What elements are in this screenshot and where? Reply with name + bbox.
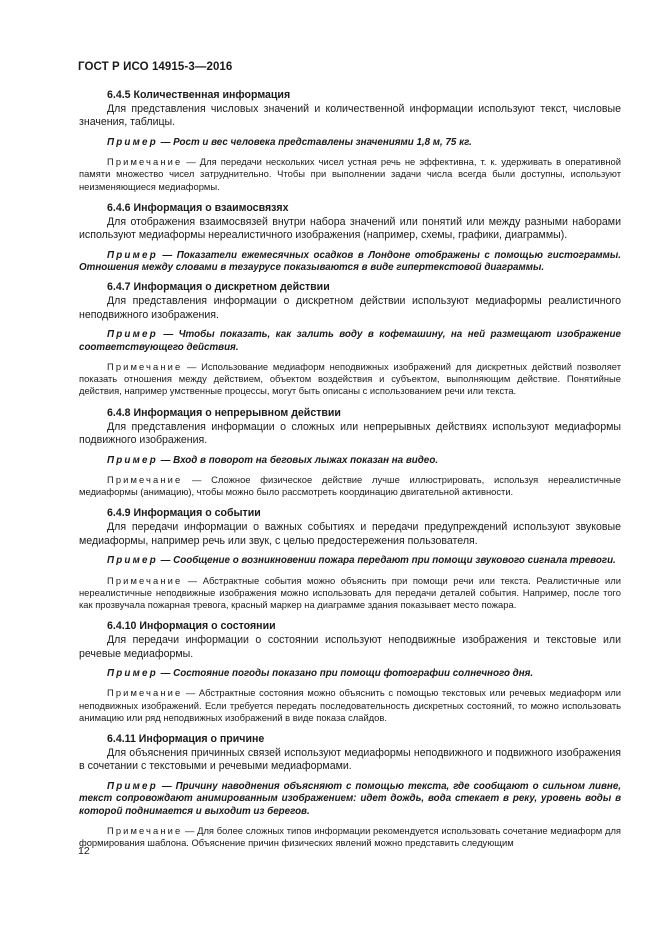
example-text: — Показатели ежемесячных осадков в Лондоне отображены с помощью гистограммы. Отношения между словами в тезаурусе показываются в виде гипертекстовой диаграммы. bbox=[79, 249, 621, 274]
note-paragraph bbox=[79, 474, 621, 498]
section-paragraph: Для передачи информации о состоянии используют неподвижные изображения и текстовые или речевые медиаформы. bbox=[79, 634, 621, 660]
section-paragraph: Для отображения взаимосвязей внутри набора значений или понятий или между разными наборами используют медиаформы нереалистичного изображения (например, схемы, графики, диаграммы). bbox=[79, 215, 621, 242]
section-paragraph: Для представления числовых значений и количественной информации используют текст, числовые значения, таблицы. bbox=[79, 103, 621, 129]
note-text: — Абстрактные состояния можно объяснить с помощью текстовых или речевых медиаформ или неподвижных изображений. Если требуется передать последовательность дискретных состояний, то можно использовать анимацию или ряд неподвижных изображений в виде показа слайдов. bbox=[79, 687, 621, 723]
example-label: Пример bbox=[107, 136, 158, 148]
document-header: ГОСТ Р ИСО 14915-3—2016 bbox=[78, 61, 233, 73]
example-label: Пример bbox=[107, 555, 158, 567]
section-continuous-action-info bbox=[79, 407, 621, 499]
example-paragraph bbox=[79, 668, 621, 680]
example-text: — Рост и вес человека представлены значениями 1,8 м, 75 кг. bbox=[157, 136, 472, 148]
section-paragraph: Для представления информации о дискретном действии используют медиаформы реалистичного неподвижного изображения. bbox=[79, 295, 621, 321]
page-body bbox=[79, 89, 621, 858]
example-text: — Состояние погоды показано при помощи фотографии солнечного дня. bbox=[157, 667, 534, 679]
example-label: Пример bbox=[107, 780, 158, 792]
note-text: — Сложное физическое действие лучше иллюстрировать, используя нереалистичные медиаформы (анимацию), чтобы можно было рассмотреть координацию двигательной активности. bbox=[79, 473, 621, 498]
example-label: Пример bbox=[107, 454, 158, 466]
section-relationship-info bbox=[79, 202, 621, 275]
section-paragraph: Для представления информации о сложных или непрерывных действиях используют медиаформы подвижного изображения. bbox=[79, 420, 621, 447]
note-text: — Абстрактные события можно объяснить при помощи речи или текста. Реалистичные или нереалистичные неподвижные изображения можно использовать для передачи деталей события. Например, после того как прозвучала пожарная тревога, красный маркер на диаграмме здания показывает место пожара. bbox=[79, 574, 621, 610]
example-paragraph bbox=[79, 137, 621, 149]
section-paragraph: Для объяснения причинных связей используют медиаформы неподвижного и подвижного изображения в сочетании с текстовыми и речевыми медиаформами. bbox=[79, 746, 621, 773]
section-heading: 6.4.6 Информация о взаимосвязях bbox=[107, 201, 289, 214]
section-heading: 6.4.5 Количественная информация bbox=[107, 89, 291, 101]
note-label: Примечание bbox=[107, 473, 183, 485]
page-number: 12 bbox=[78, 845, 90, 857]
note-label: Примечание bbox=[107, 156, 183, 168]
note-paragraph bbox=[79, 825, 621, 849]
example-paragraph bbox=[79, 329, 621, 354]
note-label: Примечание bbox=[107, 361, 183, 373]
example-text: — Чтобы показать, как залить воду в кофемашину, на ней размещают изображение соответствующего действия. bbox=[79, 329, 621, 353]
note-label: Примечание bbox=[107, 574, 183, 586]
section-heading: 6.4.8 Информация о непрерывном действии bbox=[107, 406, 341, 419]
example-paragraph bbox=[79, 455, 621, 467]
section-paragraph: Для передачи информации о важных событиях и передачи предупреждений используют звуковые медиаформы, например речь или звук, с целью предостережения пользователя. bbox=[79, 521, 621, 547]
section-state-info bbox=[79, 620, 621, 724]
note-text: — Для передачи нескольких чисел устная речь не эффективна, т. к. удерживать в оперативной памяти множество чисел затруднительно. Чтобы при выполнении задачи числа всегда были доступны, используют неизменяющиеся медиаформы. bbox=[79, 156, 621, 192]
example-paragraph bbox=[79, 250, 621, 275]
note-text: — Использование медиаформ неподвижных изображений для дискретных действий позволяет показать отношения между действием, объектом воздействия и субъектом, выполняющим действие. Понятийные действия, например умственные процессы, могут быть описаны с использованием речи или текста. bbox=[79, 361, 621, 397]
note-paragraph bbox=[79, 687, 621, 724]
example-label: Пример bbox=[107, 667, 158, 679]
example-paragraph bbox=[79, 555, 621, 567]
section-quantitative-info bbox=[79, 89, 621, 193]
section-heading: 6.4.9 Информация о событии bbox=[107, 507, 261, 520]
note-paragraph bbox=[79, 575, 621, 612]
example-label: Пример bbox=[107, 329, 158, 341]
section-discrete-action-info bbox=[79, 281, 621, 397]
section-event-info bbox=[79, 507, 621, 611]
note-label: Примечание bbox=[107, 825, 183, 836]
section-heading: 6.4.11 Информация о причине bbox=[107, 732, 265, 745]
example-label: Пример bbox=[107, 249, 158, 261]
note-text: — Для более сложных типов информации рекомендуется использовать сочетание медиаформ для формирования шаблона. Объяснение причин физических явлений можно представить следующим bbox=[79, 825, 621, 849]
example-text: — Причину наводнения объясняют с помощью текста, где сообщают о сильном ливне, текст сопровождают анимированным изображением: идет дождь, вода стекает в реку, уровень воды в которой поднимается и выходит из берегов. bbox=[79, 780, 621, 817]
note-paragraph bbox=[79, 361, 621, 398]
example-text: — Вход в поворот на беговых лыжах показан на видео. bbox=[157, 454, 439, 466]
note-label: Примечание bbox=[107, 687, 183, 699]
note-paragraph bbox=[79, 156, 621, 193]
section-cause-info bbox=[79, 733, 621, 849]
section-heading: 6.4.10 Информация о состоянии bbox=[107, 620, 276, 633]
example-text: — Сообщение о возникновении пожара передают при помощи звукового сигнала тревоги. bbox=[157, 555, 616, 567]
example-paragraph bbox=[79, 781, 621, 818]
section-heading: 6.4.7 Информация о дискретном действии bbox=[107, 281, 330, 294]
